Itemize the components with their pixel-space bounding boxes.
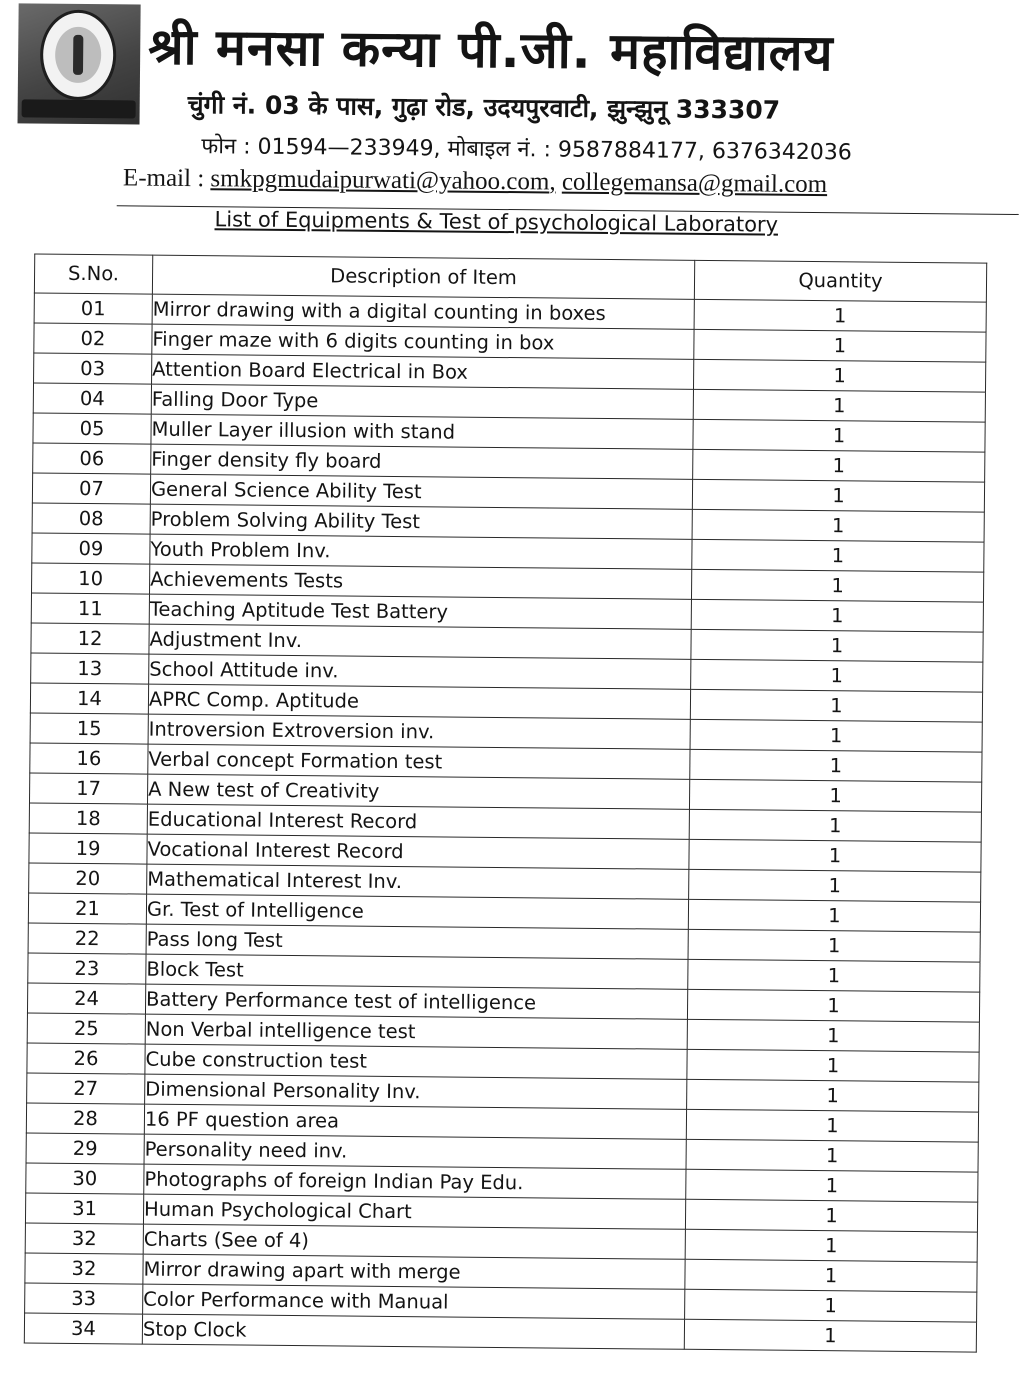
row-description: Youth Problem Inv. xyxy=(150,534,692,569)
row-quantity: 1 xyxy=(693,419,985,452)
row-quantity: 1 xyxy=(685,1229,977,1262)
row-quantity: 1 xyxy=(690,689,982,722)
row-sno: 23 xyxy=(28,953,146,984)
email-separator: , xyxy=(549,168,556,196)
row-quantity: 1 xyxy=(686,1109,978,1142)
row-sno: 24 xyxy=(27,983,145,1014)
row-sno: 28 xyxy=(26,1103,144,1134)
row-description: Block Test xyxy=(146,954,688,989)
row-description: Verbal concept Formation test xyxy=(148,744,690,779)
row-quantity: 1 xyxy=(694,299,986,332)
row-quantity: 1 xyxy=(688,959,980,992)
row-sno: 20 xyxy=(29,863,147,894)
row-description: Pass long Test xyxy=(146,924,688,959)
row-sno: 01 xyxy=(34,293,152,324)
row-sno: 12 xyxy=(31,623,149,654)
row-description: Mathematical Interest Inv. xyxy=(147,864,689,899)
college-logo xyxy=(18,3,141,124)
row-description: Mirror drawing apart with merge xyxy=(143,1254,685,1289)
row-sno: 09 xyxy=(32,533,150,564)
college-name: श्री मनसा कन्या पी.जी. महाविद्यालय xyxy=(147,17,834,83)
row-quantity: 1 xyxy=(689,839,981,872)
row-description: Dimensional Personality Inv. xyxy=(145,1074,687,1109)
row-quantity: 1 xyxy=(691,599,983,632)
header-description: Description of Item xyxy=(152,255,694,299)
row-quantity: 1 xyxy=(687,1019,979,1052)
row-sno: 10 xyxy=(32,563,150,594)
row-description: Problem Solving Ability Test xyxy=(150,504,692,539)
row-quantity: 1 xyxy=(692,479,984,512)
row-sno: 16 xyxy=(30,743,148,774)
row-sno: 27 xyxy=(27,1073,145,1104)
row-description: Gr. Test of Intelligence xyxy=(146,894,688,929)
row-quantity: 1 xyxy=(690,719,982,752)
row-description: Color Performance with Manual xyxy=(143,1284,685,1319)
college-address: चुंगी नं. 03 के पास, गुढ़ा रोड, उदयपुरवाटी, झुन्झुनू 333307 xyxy=(187,89,781,125)
row-quantity: 1 xyxy=(687,1079,979,1112)
row-sno: 32 xyxy=(25,1223,143,1254)
row-quantity: 1 xyxy=(692,509,984,542)
row-sno: 33 xyxy=(25,1283,143,1314)
equipment-table xyxy=(24,254,987,1353)
email-label: E-mail : xyxy=(122,164,205,193)
row-quantity: 1 xyxy=(693,359,985,392)
email-address-1[interactable]: smkpgmudaipurwati@yahoo.com xyxy=(210,165,550,196)
logo-motto-banner xyxy=(22,99,136,118)
row-description: Stop Clock xyxy=(142,1314,684,1349)
row-quantity: 1 xyxy=(688,929,980,962)
row-sno: 17 xyxy=(29,773,147,804)
row-quantity: 1 xyxy=(687,1049,979,1082)
row-quantity: 1 xyxy=(694,329,986,362)
row-sno: 06 xyxy=(33,443,151,474)
row-description: APRC Comp. Aptitude xyxy=(148,684,690,719)
row-description: Non Verbal intelligence test xyxy=(145,1014,687,1049)
row-sno: 07 xyxy=(32,473,150,504)
row-description: General Science Ability Test xyxy=(150,474,692,509)
row-quantity: 1 xyxy=(689,869,981,902)
row-quantity: 1 xyxy=(693,449,985,482)
row-quantity: 1 xyxy=(685,1289,977,1322)
row-description: Mirror drawing with a digital counting in boxes xyxy=(152,294,694,329)
row-sno: 32 xyxy=(25,1253,143,1284)
row-sno: 30 xyxy=(26,1163,144,1194)
row-description: Battery Performance test of intelligence xyxy=(145,984,687,1019)
row-sno: 05 xyxy=(33,413,151,444)
row-quantity: 1 xyxy=(686,1169,978,1202)
row-sno: 04 xyxy=(33,383,151,414)
row-description: Charts (See of 4) xyxy=(143,1224,685,1259)
row-sno: 13 xyxy=(31,653,149,684)
logo-emblem-icon xyxy=(40,10,117,101)
row-quantity: 1 xyxy=(691,569,983,602)
row-quantity: 1 xyxy=(688,899,980,932)
row-description: Adjustment Inv. xyxy=(149,624,691,659)
row-quantity: 1 xyxy=(691,659,983,692)
row-description: Finger density fly board xyxy=(151,444,693,479)
row-quantity: 1 xyxy=(691,629,983,662)
header-sno: S.No. xyxy=(34,254,152,294)
row-sno: 14 xyxy=(30,683,148,714)
row-sno: 11 xyxy=(31,593,149,624)
row-sno: 18 xyxy=(29,803,147,834)
row-description: Finger maze with 6 digits counting in box xyxy=(152,324,694,359)
row-quantity: 1 xyxy=(693,389,985,422)
row-description: Human Psychological Chart xyxy=(143,1194,685,1229)
document-title: List of Equipments & Test of psychological Laboratory xyxy=(214,207,779,237)
row-description: Educational Interest Record xyxy=(147,804,689,839)
row-quantity: 1 xyxy=(684,1319,976,1352)
row-description: Attention Board Electrical in Box xyxy=(152,354,694,389)
row-quantity: 1 xyxy=(690,749,982,782)
row-description: Cube construction test xyxy=(145,1044,687,1079)
row-quantity: 1 xyxy=(685,1199,977,1232)
row-quantity: 1 xyxy=(689,779,981,812)
row-description: Vocational Interest Record xyxy=(147,834,689,869)
header-quantity: Quantity xyxy=(694,260,986,302)
row-description: Falling Door Type xyxy=(151,384,693,419)
row-quantity: 1 xyxy=(687,989,979,1022)
row-sno: 21 xyxy=(28,893,146,924)
row-sno: 03 xyxy=(34,353,152,384)
row-description: Photographs of foreign Indian Pay Edu. xyxy=(144,1164,686,1199)
row-quantity: 1 xyxy=(686,1139,978,1172)
row-quantity: 1 xyxy=(685,1259,977,1292)
row-sno: 29 xyxy=(26,1133,144,1164)
row-quantity: 1 xyxy=(692,539,984,572)
row-description: Muller Layer illusion with stand xyxy=(151,414,693,449)
row-sno: 08 xyxy=(32,503,150,534)
row-description: School Attitude inv. xyxy=(149,654,691,689)
row-sno: 02 xyxy=(34,323,152,354)
row-description: Teaching Aptitude Test Battery xyxy=(149,594,691,629)
college-phone: फोन : 01594—233949, मोबाइल नं. : 9587884177, 6376342036 xyxy=(201,134,852,166)
college-email-line xyxy=(123,164,827,199)
row-sno: 31 xyxy=(25,1193,143,1224)
row-description: Achievements Tests xyxy=(150,564,692,599)
row-sno: 34 xyxy=(24,1313,142,1344)
row-sno: 22 xyxy=(28,923,146,954)
row-sno: 19 xyxy=(29,833,147,864)
row-description: A New test of Creativity xyxy=(147,774,689,809)
row-description: 16 PF question area xyxy=(144,1104,686,1139)
row-sno: 15 xyxy=(30,713,148,744)
row-quantity: 1 xyxy=(689,809,981,842)
row-description: Introversion Extroversion inv. xyxy=(148,714,690,749)
email-address-2[interactable]: collegemansa@gmail.com xyxy=(561,168,828,199)
row-sno: 25 xyxy=(27,1013,145,1044)
row-description: Personality need inv. xyxy=(144,1134,686,1169)
row-sno: 26 xyxy=(27,1043,145,1074)
